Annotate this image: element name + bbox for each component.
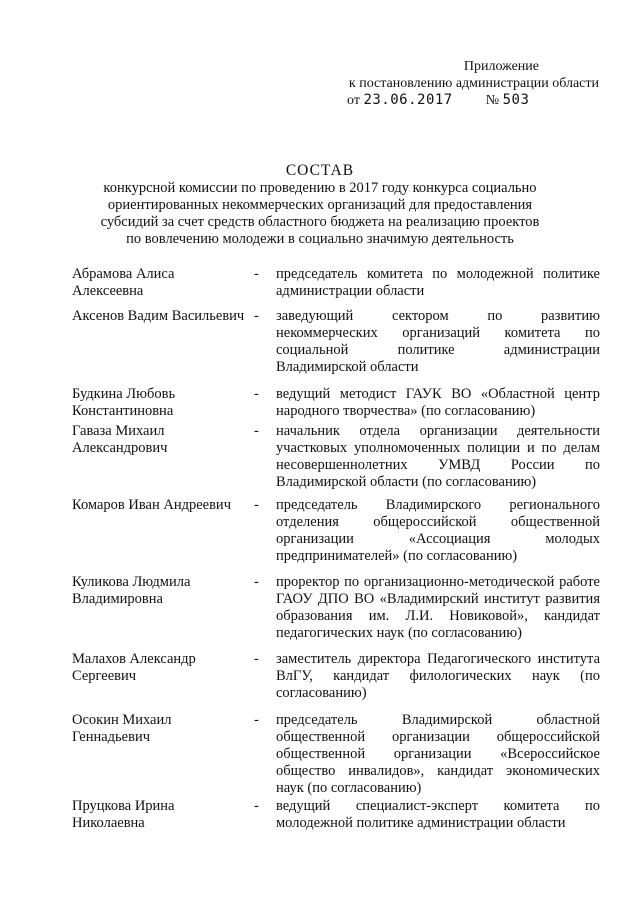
appendix-header	[329, 58, 599, 109]
member-dash: -	[254, 423, 259, 439]
member-name: Гаваза Михаил Александрович	[72, 423, 168, 456]
member-row	[72, 574, 600, 651]
member-dash: -	[254, 712, 259, 728]
member-row	[72, 423, 600, 497]
member-name: Куликова Людмила Владимировна	[72, 574, 191, 607]
member-name: Малахов Александр Сергеевич	[72, 651, 196, 684]
member-row	[72, 497, 600, 574]
member-dash: -	[254, 386, 259, 402]
member-row	[72, 712, 600, 798]
member-position: ведущий методист ГАУК ВО «Областной центр народного творчества» (по согласованию)	[276, 386, 600, 419]
appendix-title: Приложение	[463, 59, 539, 74]
commission-members-list	[72, 266, 600, 838]
member-name: Абрамова Алиса Алексеевна	[72, 266, 175, 299]
member-row	[72, 266, 600, 308]
member-name: Комаров Иван Андреевич	[72, 497, 231, 513]
member-dash: -	[254, 497, 259, 513]
member-dash: -	[254, 266, 259, 282]
member-row	[72, 798, 600, 838]
appendix-date-line	[347, 92, 599, 109]
member-name: Осокин Михаил Геннадьевич	[72, 712, 172, 745]
member-position: заведующий сектором по развитию некоммерческих организаций комитета по социальной политике администрации Владимирской области	[276, 308, 600, 375]
document-heading	[96, 162, 544, 248]
member-row	[72, 308, 600, 386]
member-name: Пруцкова Ирина Николаевна	[72, 798, 175, 831]
date-prefix: от	[347, 93, 360, 108]
member-position: председатель Владимирского регионального отделения общероссийской общественной организации «Ассоциация молодых предпринимателей» (по согласованию)	[276, 497, 600, 564]
member-dash: -	[254, 651, 259, 667]
number-prefix: №	[485, 93, 500, 108]
member-position: начальник отдела организации деятельности участковых уполномоченных полиции и по делам несовершеннолетних УМВД России по Владимирской области (по согласованию)	[276, 423, 600, 490]
document-title: СОСТАВ	[285, 162, 355, 179]
document-number: 503	[502, 92, 530, 108]
member-position: заместитель директора Педагогического института ВлГУ, кандидат филологических наук (по согласованию)	[276, 651, 600, 701]
member-position: ведущий специалист-эксперт комитета по молодежной политике администрации области	[276, 798, 600, 831]
member-dash: -	[254, 798, 259, 814]
member-row	[72, 651, 600, 712]
member-position: проректор по организационно-методической работе ГАОУ ДПО ВО «Владимирский институт развития образования им. Л.И. Новиковой», кандидат педагогических наук (по согласованию)	[276, 574, 600, 641]
member-dash: -	[254, 308, 259, 324]
document-date: 23.06.2017	[363, 92, 453, 108]
member-row	[72, 386, 600, 423]
member-name: Аксенов Вадим Васильевич	[72, 308, 245, 324]
document-subtitle: конкурсной комиссии по проведению в 2017 году конкурса социально ориентированных некоммерческих организаций для предоставления субсидий за счет средств областного бюджета на реализацию проектов по вовлечению молодежи в социально значимую деятельность	[100, 180, 540, 247]
member-dash: -	[254, 574, 259, 590]
member-position: председатель комитета по молодежной политике администрации области	[276, 266, 600, 299]
member-position: председатель Владимирской областной общественной организации общероссийской общественной организации «Всероссийское общество инвалидов», кандидат экономических наук (по согласованию)	[276, 712, 600, 796]
appendix-reference: к постановлению администрации области	[348, 76, 599, 91]
member-name: Будкина Любовь Константиновна	[72, 386, 176, 419]
